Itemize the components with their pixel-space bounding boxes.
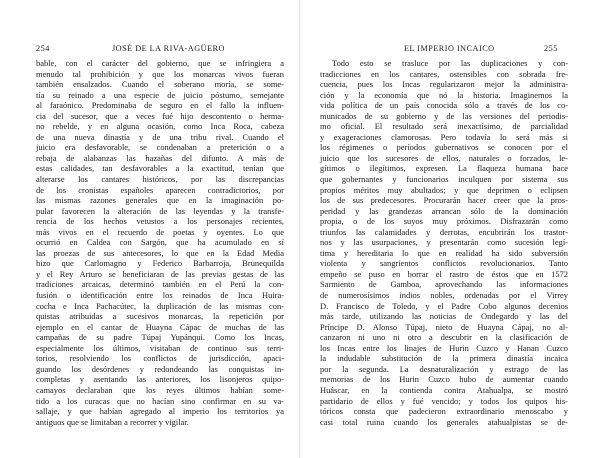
- text-line: violenta y sangrientos conflictos revolucionarios. Tanto: [320, 258, 568, 269]
- text-line: Sarmiento de Gamboa, aprovechando las informaciones: [320, 279, 568, 290]
- text-line: bable, con el carácter del gobierno, que se infringiera a: [36, 58, 284, 68]
- text-line: nos y las usurpaciones, y presentarán como sucesión legí-: [320, 237, 568, 248]
- text-line: Todo esto se trasluce por las duplicaciones y con-: [332, 58, 568, 68]
- text-line: rebaja de alabanzas las hazañas del difunto. A más de: [36, 152, 284, 163]
- text-line: juicio que los sucesores de ellos, naturales o forzados, le-: [320, 152, 568, 163]
- text-line: casi total ruina cuando los generales atahualpistas se de-: [320, 416, 568, 427]
- text-line: vida política de un país conocida sólo a través de los co-: [320, 100, 568, 111]
- text-line: más vivos en el recuerdo de poetas y oyentes. Lo que: [36, 226, 284, 237]
- text-line: empeño se puso en borrar el rastro de éstos que en 1572: [320, 268, 568, 279]
- text-line: antiguos que se limitaban a recorrer y vigilar.: [36, 416, 189, 427]
- text-line: las proezas de sus antecesores, lo que en la Edad Media: [36, 247, 284, 258]
- text-line: cuencia, pues los Incas regularizaron mejor la administra-: [320, 79, 568, 90]
- text-line: mo oficial. El resultado será inexactísimo, de parcialidad: [320, 121, 568, 132]
- text-line: gítimos o ilegítimos, expresen. La flaqueza humana hace: [320, 163, 568, 174]
- text-line: de numerosísimos indios nobles, ordenadas por el Virrey: [320, 290, 568, 301]
- text-line: Huáscar, en la contienda contra Atahualpa, se mostró: [320, 384, 568, 395]
- text-line: pular favorecen la alteración de las leyendas y la transfe-: [36, 205, 284, 216]
- text-line: camayos declaraban que los reyes últimos habían some-: [36, 384, 284, 395]
- text-line: ción y la economía que nó la historia. Imaginemos la: [320, 89, 568, 100]
- text-line: hizo que Carlomagno y Federico Barbarroja, Brunequilda: [36, 258, 284, 269]
- text-line: memorias de los Hurin Cuzco hubo de aumentar cuando: [320, 374, 568, 385]
- text-line: quistas atribuidas a sucesivos monarcas, la repetición por: [36, 311, 284, 322]
- text-line: y el Rey Arturo se beneficiaran de las previas gestas de las: [36, 268, 284, 279]
- text-line: por la segunda. La desnaturalización y estrago de las: [320, 363, 568, 374]
- text-line: que gobernantes y funcionarios inculquen por sistema sus: [320, 174, 568, 185]
- text-line: tóricos consta que padecieron extraordinario menoscabo y: [320, 406, 568, 417]
- text-line: tía su reinado a una especie de juicio póstumo, semejante: [36, 89, 284, 100]
- text-line: Príncipe D. Alonso Túpaj, nieto de Huayna Cápaj, no al-: [320, 321, 568, 332]
- text-line: D. Francisco de Toledo, y el Padre Cobo algunos decenios: [320, 300, 568, 311]
- text-line: cocha e Inca Pachacútec, la duplicación de las mismas con-: [36, 300, 284, 311]
- running-head: JOSÉ DE LA RIVA-AGÜERO: [112, 44, 225, 53]
- text-line: municados de su gobierno y de las versiones del periodis-: [320, 110, 568, 121]
- body-text: [36, 58, 284, 427]
- text-line: guando los desórdenes y redondeando las conquistas in-: [36, 363, 284, 374]
- text-line: ocurrió en Caldea con Sargón, que ha acumulado en sí: [36, 237, 284, 248]
- text-line: los régimenes o períodos gubernativos se conocen por el: [320, 142, 568, 153]
- text-line: completas y asentando las anteriores, los lisonjeros quipo-: [36, 374, 284, 385]
- text-line: las mismas razones generales que en la imaginación po-: [36, 195, 284, 206]
- text-line: ejemplo en el cantar de Huayna Cápac de muchas de las: [36, 321, 284, 332]
- text-line: peridad y las grandezas arrancan sólo de la dominación: [320, 205, 568, 216]
- text-line: menudo tal prohibición y que los monarcas vivos fueran: [36, 68, 284, 79]
- text-line: sallaje, y que habían agregado al imperio los territorios ya: [36, 406, 284, 417]
- text-line: los de sus predecesores. Procurarán hacer creer que la pros-: [320, 195, 568, 206]
- body-text: [320, 58, 568, 427]
- running-head: EL IMPERIO INCAICO: [404, 44, 495, 53]
- text-line: tima y hereditaria lo que en realidad ha sido subversión: [320, 247, 568, 258]
- text-line: más tarde, utilizando las noticias de Ondegardo y las del: [320, 311, 568, 322]
- text-line: tradicciones en los cantares, ostensibles con sobrada fre-: [320, 68, 568, 79]
- text-line: de los cronistas españoles aparecen contradictorios, por: [36, 184, 284, 195]
- text-line: torios, resolviendo los conflictos de jurisdicción, apaci-: [36, 353, 284, 364]
- text-line: tradiciones arcaicas, determinó también en el Perú la con-: [36, 279, 284, 290]
- text-line: rencia de los hechos vetustos a los personajes recientes,: [36, 216, 284, 227]
- text-line: tido a los curacas que no hacían sino confirmar en su va-: [36, 395, 284, 406]
- text-line: fusión o identificación entre los reinados de Inca Huira-: [36, 290, 284, 301]
- text-line: no rebelde, y en alguna ocasión, como Inca Roca, cabeza: [36, 121, 284, 132]
- page-number: 255: [544, 44, 558, 53]
- text-line: y exageraciones clamorosas. Pero todavía lo será más si: [320, 131, 568, 142]
- text-line: canzaron ni uno ni otro a descubrir en la clasificación de: [320, 332, 568, 343]
- text-line: estas calidades, tan desfavorables a la exactitud, tenían que: [36, 163, 284, 174]
- text-line: triunfos las calamidades y derrotas, encubrirán los trastor-: [320, 226, 568, 237]
- text-line: también ensalzados. Cuando el soberano moría, se some-: [36, 79, 284, 90]
- page-number: 254: [36, 44, 50, 53]
- text-line: propios méritos muy abultados; y que deprimen o eclipsen: [320, 184, 568, 195]
- text-line: partidario de ellos y fué vencido; y todos los quipos his-: [320, 395, 568, 406]
- text-line: especialmente los últimos, visitaban de continuo sus terri-: [36, 342, 284, 353]
- text-line: de una nueva dinastía y de una tribu rival. Cuando el: [36, 131, 284, 142]
- text-line: al faraónico. Predominaba de seguro en el fallo la influen-: [36, 100, 284, 111]
- text-line: alterarse los cantares históricos, por las discrepancias: [36, 174, 284, 185]
- text-line: juicio era desfavorable, se condenaban a preterición o a: [36, 142, 284, 153]
- right-page: [300, 0, 600, 458]
- text-line: propia, o de los suyos muy próximos. Disfrazarán como: [320, 216, 568, 227]
- text-line: los Incas entre los linajes de Hurin Cuzco y Hanan Cuzco: [320, 342, 568, 353]
- text-line: campañas de su padre Túpaj Yupánqui. Como los Incas,: [36, 332, 284, 343]
- text-line: cia del sucesor, que a veces fué hijo descontento o herma-: [36, 110, 284, 121]
- text-line: la indudable substitución de la primera dinastía incaica: [320, 353, 568, 364]
